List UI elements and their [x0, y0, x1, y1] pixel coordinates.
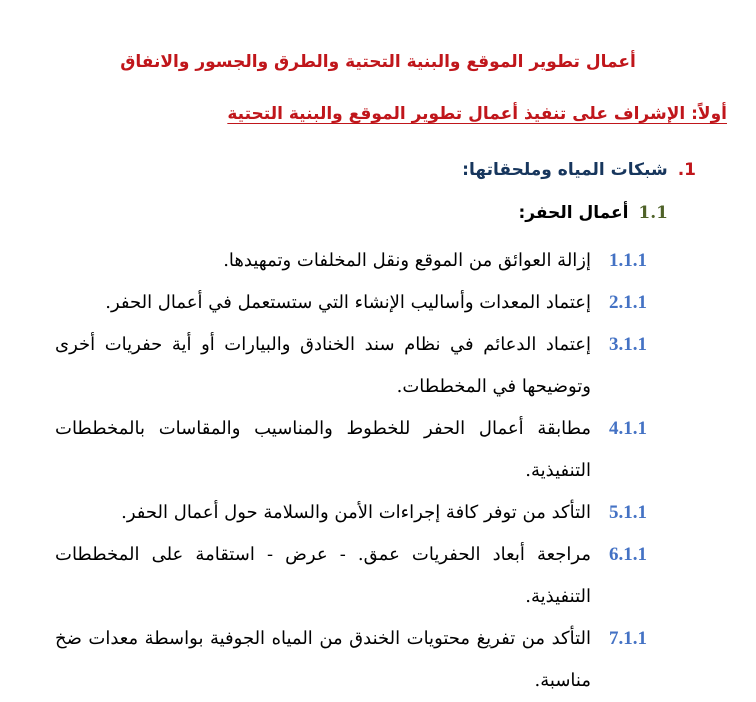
- item-text: مراجعة أبعاد الحفريات عمق. - عرض - استقامة على المخططات التنفيذية.: [55, 544, 591, 607]
- list-item: [55, 408, 647, 492]
- item-text: إعتماد الدعائم في نظام سند الخنادق والبيارات أو أية حفريات أخرى وتوضيحها في المخططات.: [55, 334, 591, 397]
- item-number: 7.1.1: [609, 628, 647, 649]
- section-title: أولاً: الإشراف على تنفيذ أعمال تطوير الموقع والبنية التحتية: [227, 104, 727, 124]
- heading-text: شبكات المياه وملحقاتها:: [462, 160, 668, 180]
- item-number: 4.1.1: [609, 418, 647, 439]
- item-text: مطابقة أعمال الحفر للخطوط والمناسيب والمقاسات بالمخططات التنفيذية.: [55, 418, 591, 481]
- item-text: التأكد من توفر كافة إجراءات الأمن والسلامة حول أعمال الحفر.: [121, 502, 591, 523]
- item-number: 3.1.1: [609, 334, 647, 355]
- item-number: 2.1.1: [609, 292, 647, 313]
- item-number: 6.1.1: [609, 544, 647, 565]
- item-number: 5.1.1: [609, 502, 647, 523]
- list-item: [55, 324, 647, 408]
- subheading-number: 1.1: [638, 203, 668, 223]
- item-text: إعتماد المعدات وأساليب الإنشاء التي ستستعمل في أعمال الحفر.: [105, 292, 591, 313]
- list-item: [55, 282, 647, 324]
- list-item: [55, 618, 647, 702]
- list-item: [55, 492, 647, 534]
- list-item: [55, 534, 647, 618]
- subheading-excavation: [518, 203, 668, 223]
- item-number: 1.1.1: [609, 250, 647, 271]
- main-title: أعمال تطوير الموقع والبنية التحتية والطرق والجسور والانفاق: [120, 52, 636, 72]
- heading-water-networks: [462, 160, 696, 180]
- items-list: [55, 240, 647, 702]
- heading-number: 1.: [677, 160, 696, 180]
- item-text: التأكد من تفريغ محتويات الخندق من المياه الجوفية بواسطة معدات ضخ مناسبة.: [55, 628, 591, 691]
- item-text: إزالة العوائق من الموقع ونقل المخلفات وتمهيدها.: [223, 250, 591, 271]
- subheading-text: أعمال الحفر:: [518, 203, 629, 223]
- list-item: [55, 240, 647, 282]
